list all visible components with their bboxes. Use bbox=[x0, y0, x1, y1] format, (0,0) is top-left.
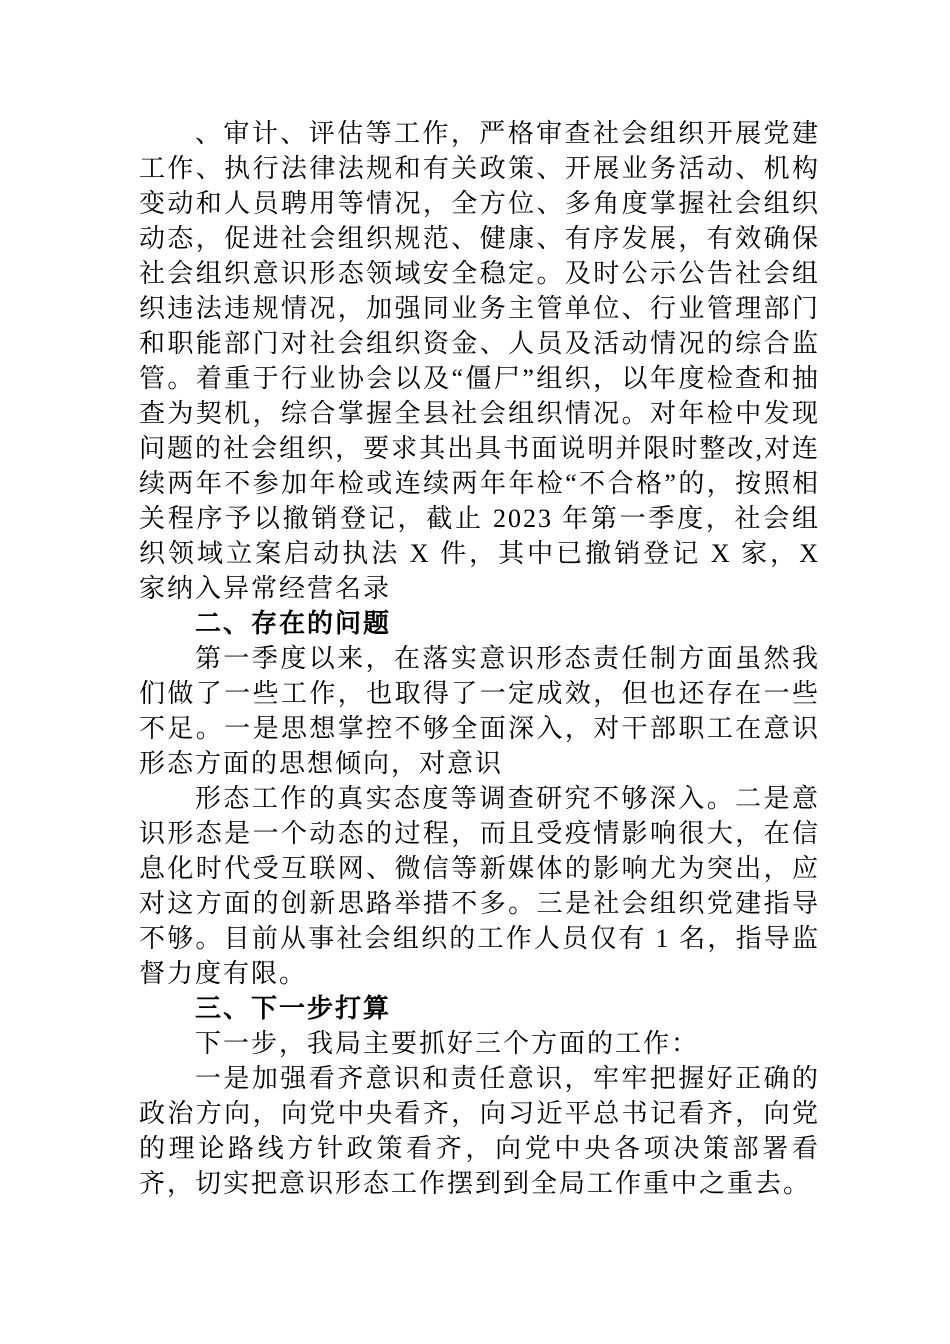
paragraph-supervision-continuation: 、审计、评估等工作，严格审查社会组织开展党建工作、执行法律法规和有关政策、开展业务活动、机构变动和人员聘用等情况，全方位、多角度掌握社会组织动态，促进社会组织规范、健康、有序发展，有效确保社会组织意识形态领域安全稳定。及时公示公告社会组织违法违规情况，加强同业务主管单位、行业管理部门和职能部门对社会组织资金、人员及活动情况的综合监管。着重于行业协会以及“僵尸”组织，以年度检查和抽查为契机，综合掌握全县社会组织情况。对年检中发现问题的社会组织，要求其出具书面说明并限时整改,对连续两年不参加年检或连续两年年检“不合格”的，按照相关程序予以撤销登记，截止 2023 年第一季度，社会组织领域立案启动执法 X 件，其中已撤销登记 X 家，X 家纳入异常经营名录 bbox=[139, 119, 820, 603]
paragraph-problems-part1: 第一季度以来，在落实意识形态责任制方面虽然我们做了一些工作，也取得了一定成效，但也还存在一些不足。一是思想掌控不够全面深入，对干部职工在意识形态方面的思想倾向，对意识 bbox=[139, 644, 820, 778]
paragraph-next-steps-item1: 一是加强看齐意识和责任意识，牢牢把握好正确的政治方向，向党中央看齐，向习近平总书记看齐，向党的理论路线方针政策看齐，向党中央各项决策部署看齐，切实把意识形态工作摆到到全局工作重中之重去。 bbox=[139, 1064, 820, 1198]
section-heading-problems: 二、存在的问题 bbox=[195, 608, 392, 638]
section-heading-next-steps: 三、下一步打算 bbox=[195, 993, 392, 1023]
paragraph-next-steps-intro: 下一步，我局主要抓好三个方面的工作： bbox=[195, 1029, 700, 1058]
paragraph-problems-part2: 形态工作的真实态度等调查研究不够深入。二是意识形态是一个动态的过程，而且受疫情影响很大，在信息化时代受互联网、微信等新媒体的影响尤为突出，应对这方面的创新思路举措不多。三是社会组织党建指导不够。目前从事社会组织的工作人员仅有 1 名，指导监督力度有限。 bbox=[139, 784, 820, 988]
